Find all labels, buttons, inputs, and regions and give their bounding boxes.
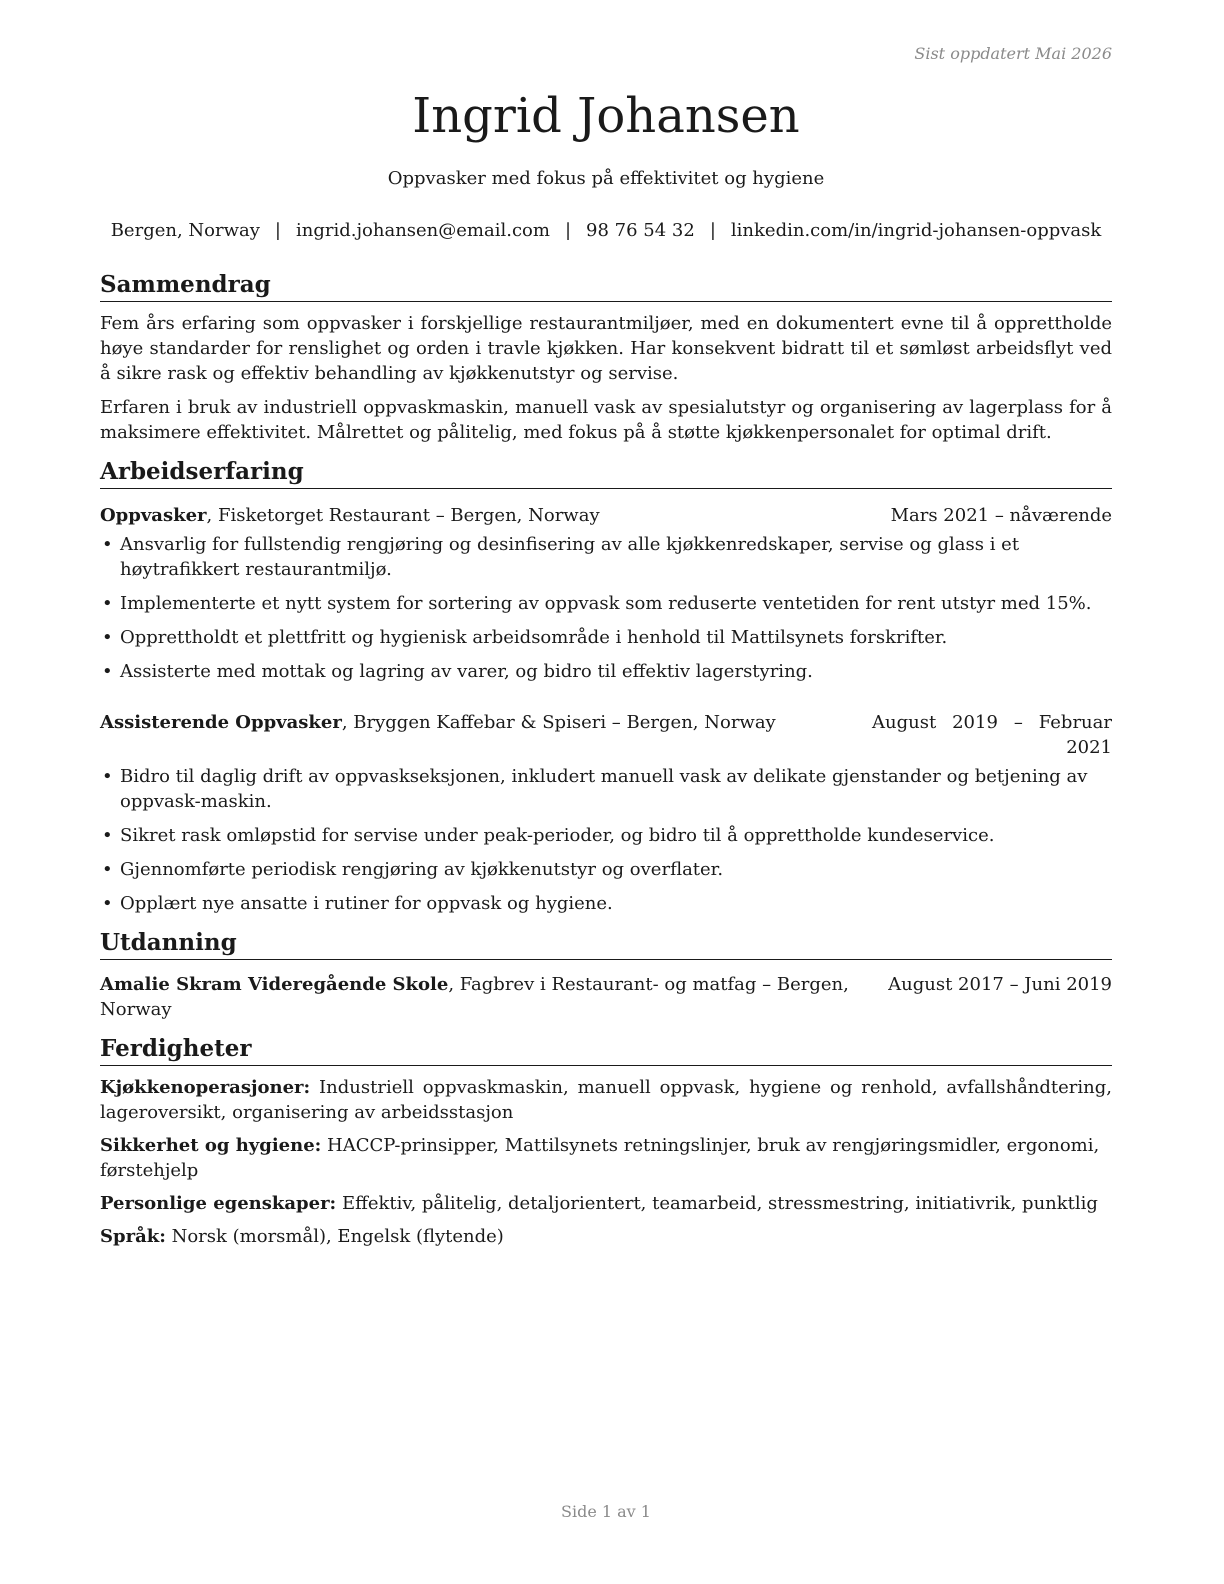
- contact-separator: |: [564, 220, 572, 241]
- list-item: [100, 891, 1112, 916]
- bullet-text: Bidro til daglig drift av oppvaskseksjonen, inkludert manuell vask av delikate gjenstander og betjening av oppvask-maskin.: [120, 766, 1088, 812]
- skill-label: Personlige egenskaper:: [100, 1193, 337, 1214]
- bullet-text: Ansvarlig for fullstendig rengjøring og desinfisering av alle kjøkkenredskaper, servise og glass i et høytrafikkert restaurantmiljø.: [120, 534, 1020, 580]
- bullet-icon: •: [102, 661, 113, 682]
- list-item: [100, 857, 1112, 882]
- contact-separator: |: [274, 220, 281, 241]
- list-item: [100, 764, 1112, 814]
- summary-paragraph: Fem års erfaring som oppvasker i forskjellige restaurantmiljøer, med en dokumentert evne til å opprettholde høye standarder for renslighet og orden i travle kjøkken. Har konsekvent bidratt til et sømløst arbeidsflyt ved å sikre rask og effektiv behandling av kjøkkenutstyr og servise.: [100, 313, 1112, 384]
- list-item: [100, 625, 1112, 650]
- last-updated: Sist oppdatert Mai 2026: [914, 44, 1112, 63]
- skill-label: Språk:: [100, 1226, 166, 1247]
- bullet-text: Assisterte med mottak og lagring av varer, og bidro til effektiv lagerstyring.: [120, 661, 813, 682]
- skill-text: Effektiv, pålitelig, detaljorientert, teamarbeid, stressmestring, initiativrik, punktlig: [336, 1193, 1098, 1214]
- bullet-icon: •: [102, 627, 113, 648]
- resume-content: [100, 270, 1112, 1261]
- skill-row: [100, 1224, 1112, 1249]
- contact-phone: 98 76 54 32: [586, 220, 695, 241]
- skill-row: [100, 1133, 1112, 1183]
- contact-email[interactable]: ingrid.johansen@email.com: [295, 220, 550, 241]
- bullet-icon: •: [102, 593, 113, 614]
- job-dates: Mars 2021 – nåværende: [890, 505, 1112, 526]
- job-bullets: [100, 764, 1112, 916]
- list-item: [100, 532, 1112, 582]
- job-entry: [100, 710, 1112, 916]
- experience-heading: Arbeidserfaring: [100, 457, 1112, 489]
- education-detail: , Fagbrev i Restaurant- og matfag – Bergen, Norway: [100, 974, 849, 1020]
- summary-heading: Sammendrag: [100, 270, 1112, 302]
- list-item: [100, 591, 1112, 616]
- bullet-text: Gjennomførte periodisk rengjøring av kjøkkenutstyr og overflater.: [120, 859, 724, 880]
- skills-section: [100, 1034, 1112, 1249]
- bullet-text: Sikret rask omløpstid for servise under peak-perioder, og bidro til å opprettholde kundeservice.: [120, 825, 995, 846]
- contact-line: [100, 220, 1112, 241]
- skill-text: Norsk (morsmål), Engelsk (flytende): [165, 1226, 504, 1247]
- list-item: [100, 823, 1112, 848]
- bullet-icon: •: [102, 534, 113, 555]
- job-dates: August 2019 – Februar 2021: [872, 712, 1112, 758]
- bullet-text: Implementerte et nytt system for sortering av oppvask som reduserte ventetiden for rent utstyr med 15%.: [120, 593, 1092, 614]
- job-title: Assisterende Oppvasker: [100, 712, 342, 733]
- job-header: [100, 710, 1112, 760]
- list-item: [100, 659, 1112, 684]
- education-entry: [100, 972, 1112, 1022]
- candidate-name: Ingrid Johansen: [412, 88, 800, 144]
- skill-text: HACCP-prinsipper, Mattilsynets retningslinjer, bruk av rengjøringsmidler, ergonomi, førstehjelp: [100, 1135, 1100, 1181]
- contact-linkedin[interactable]: linkedin.com/in/ingrid-johansen-oppvask: [730, 220, 1102, 241]
- experience-section: [100, 457, 1112, 916]
- education-dates: August 2017 – Juni 2019: [888, 974, 1112, 995]
- skill-text: Industriell oppvaskmaskin, manuell oppvask, hygiene og renhold, avfallshåndtering, lageroversikt, organisering av arbeidsstasjon: [100, 1077, 1112, 1123]
- skills-heading: Ferdigheter: [100, 1034, 1112, 1066]
- bullet-icon: •: [102, 859, 113, 880]
- job-entry: [100, 503, 1112, 684]
- school-name: Amalie Skram Videregående Skole: [100, 974, 449, 995]
- skill-row: [100, 1075, 1112, 1125]
- education-section: [100, 928, 1112, 1022]
- contact-separator: |: [709, 220, 716, 241]
- job-employer: , Bryggen Kaffebar & Spiseri – Bergen, Norway: [341, 712, 776, 733]
- contact-location: Bergen, Norway: [110, 220, 260, 241]
- job-employer: , Fisketorget Restaurant – Bergen, Norway: [206, 505, 600, 526]
- bullet-icon: •: [102, 825, 113, 846]
- skill-label: Kjøkkenoperasjoner:: [100, 1077, 311, 1098]
- skill-row: [100, 1191, 1112, 1216]
- bullet-text: Opprettholdt et plettfritt og hygienisk arbeidsområde i henhold til Mattilsynets forskrifter.: [120, 627, 948, 648]
- summary-paragraph: Erfaren i bruk av industriell oppvaskmaskin, manuell vask av spesialutstyr og organisering av lagerplass for å maksimere effektivitet. Målrettet og pålitelig, med fokus på å støtte kjøkkenpersonalet for optimal drift.: [100, 397, 1112, 443]
- job-bullets: [100, 532, 1112, 684]
- job-header: [100, 503, 1112, 528]
- bullet-text: Opplært nye ansatte i rutiner for oppvask og hygiene.: [120, 893, 613, 914]
- bullet-icon: •: [102, 766, 113, 787]
- summary-section: [100, 270, 1112, 445]
- skill-label: Sikkerhet og hygiene:: [100, 1135, 322, 1156]
- job-title: Oppvasker: [100, 505, 207, 526]
- bullet-icon: •: [102, 893, 113, 914]
- page-number: Side 1 av 1: [561, 1502, 651, 1521]
- education-heading: Utdanning: [100, 928, 1112, 960]
- tagline: Oppvasker med fokus på effektivitet og hygiene: [387, 168, 825, 189]
